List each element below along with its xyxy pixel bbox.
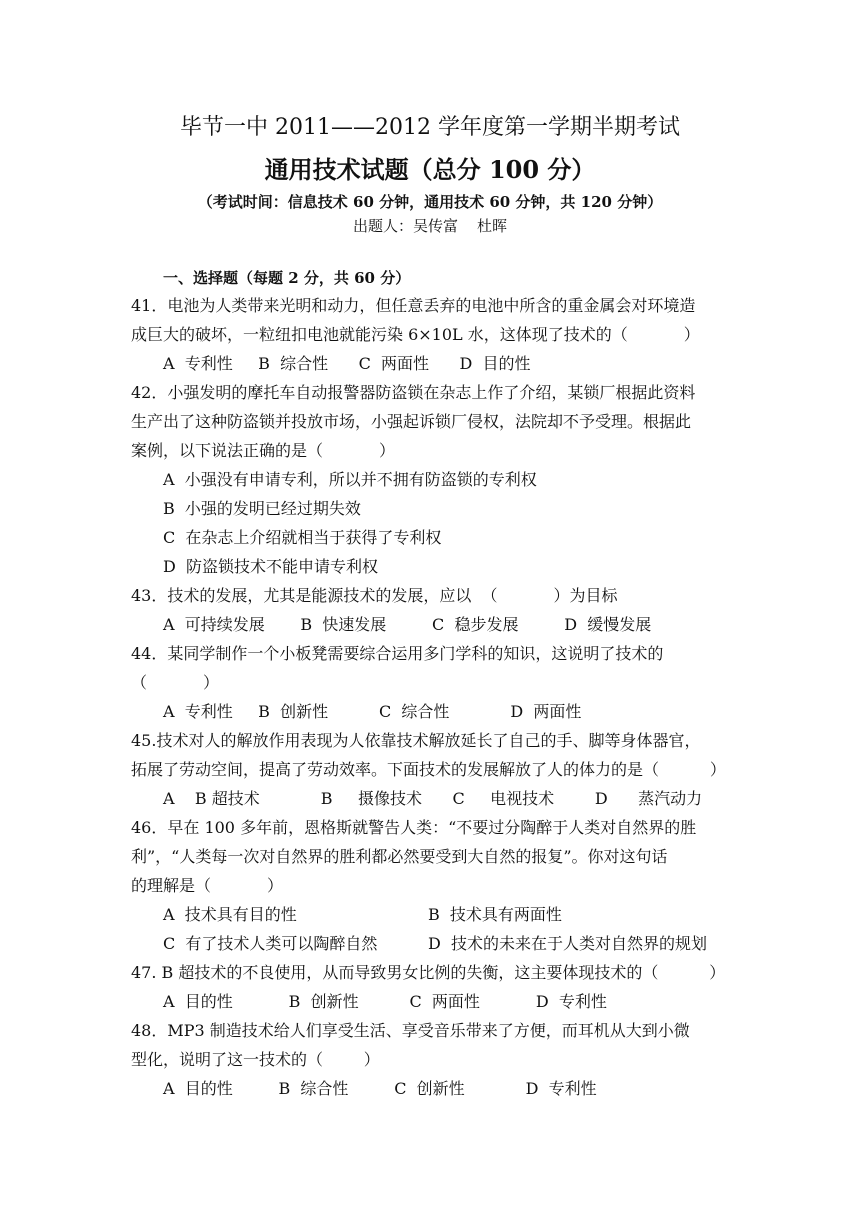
section-title: 一、选择题（每题 2 分，共 60 分） [163, 269, 411, 287]
q42-stem-line-3: 案例，以下说法正确的是（ ） [131, 441, 395, 460]
q44-stem-line-2: （ ） [131, 673, 219, 692]
q42-option-b: B 小强的发明已经过期失效 [163, 499, 361, 518]
q41-options: A 专利性 B 综合性 C 两面性 D 目的性 [163, 354, 531, 373]
q41-stem-line-2: 成巨大的破坏，一粒纽扣电池就能污染 6×10L 水，这体现了技术的（ ） [131, 325, 700, 344]
q45-stem-line-2: 拓展了劳动空间，提高了劳动效率。下面技术的发展解放了人的体力的是（ ） [131, 760, 726, 779]
q44-options: A 专利性 B 创新性 C 综合性 D 两面性 [163, 702, 582, 721]
q46-stem-line-3: 的理解是（ ） [131, 876, 283, 895]
q46-option-d: D 技术的未来在于人类对自然界的规划 [428, 934, 708, 953]
q47-stem-line-1: 47. B 超技术的不良使用，从而导致男女比例的失衡，这主要体现技术的（ ） [131, 963, 726, 982]
q41-stem-line-1: 41．电池为人类带来光明和动力，但任意丢弃的电池中所含的重金属会对环境造 [131, 296, 696, 315]
q42-stem-line-1: 42．小强发明的摩托车自动报警器防盗锁在杂志上作了介绍，某锁厂根据此资料 [131, 383, 696, 402]
school-title: 毕节一中 2011——2012 学年度第一学期半期考试 [180, 115, 680, 140]
q43-options: A 可持续发展 B 快速发展 C 稳步发展 D 缓慢发展 [163, 615, 652, 634]
q46-stem-line-2: 利”，“人类每一次对自然界的胜利都必然要受到大自然的报复”。你对这句话 [131, 847, 668, 866]
q45-stem-line-1: 45.技术对人的解放作用表现为人依靠技术解放延长了自己的手、脚等身体器官， [131, 731, 701, 750]
q42-option-c: C 在杂志上介绍就相当于获得了专利权 [163, 528, 442, 547]
question-authors: 出题人：吴传富 杜晖 [352, 217, 508, 235]
q47-options: A 目的性 B 创新性 C 两面性 D 专利性 [163, 992, 607, 1011]
q44-stem-line-1: 44．某同学制作一个小板凳需要综合运用多门学科的知识，这说明了技术的 [131, 644, 664, 663]
q48-stem-line-2: 型化，说明了这一技术的（ ） [131, 1050, 380, 1069]
q46-option-a: A 技术具有目的性 [163, 905, 297, 924]
q46-stem-line-1: 46．早在 100 多年前，恩格斯就警告人类：“不要过分陶醉于人类对自然界的胜 [131, 818, 697, 837]
q48-stem-line-1: 48．MP3 制造技术给人们享受生活、享受音乐带来了方便，而耳机从大到小微 [131, 1021, 690, 1040]
q43-stem-line-1: 43．技术的发展，尤其是能源技术的发展，应以 （ ）为目标 [131, 586, 618, 605]
exam-time-note: （考试时间：信息技术 60 分钟，通用技术 60 分钟，共 120 分钟） [197, 193, 663, 211]
paper-title: 通用技术试题（总分 100 分） [264, 155, 596, 184]
q42-option-a: A 小强没有申请专利，所以并不拥有防盗锁的专利权 [163, 470, 537, 489]
q42-stem-line-2: 生产出了这种防盗锁并投放市场，小强起诉锁厂侵权，法院却不予受理。根据此 [131, 412, 692, 431]
q45-options: A B 超技术 B 摄像技术 C 电视技术 D 蒸汽动力 [163, 789, 703, 808]
q46-option-b: B 技术具有两面性 [428, 905, 562, 924]
q42-option-d: D 防盗锁技术不能申请专利权 [163, 557, 379, 576]
q46-option-c: C 有了技术人类可以陶醉自然 [163, 934, 378, 953]
q48-options: A 目的性 B 综合性 C 创新性 D 专利性 [163, 1079, 597, 1098]
